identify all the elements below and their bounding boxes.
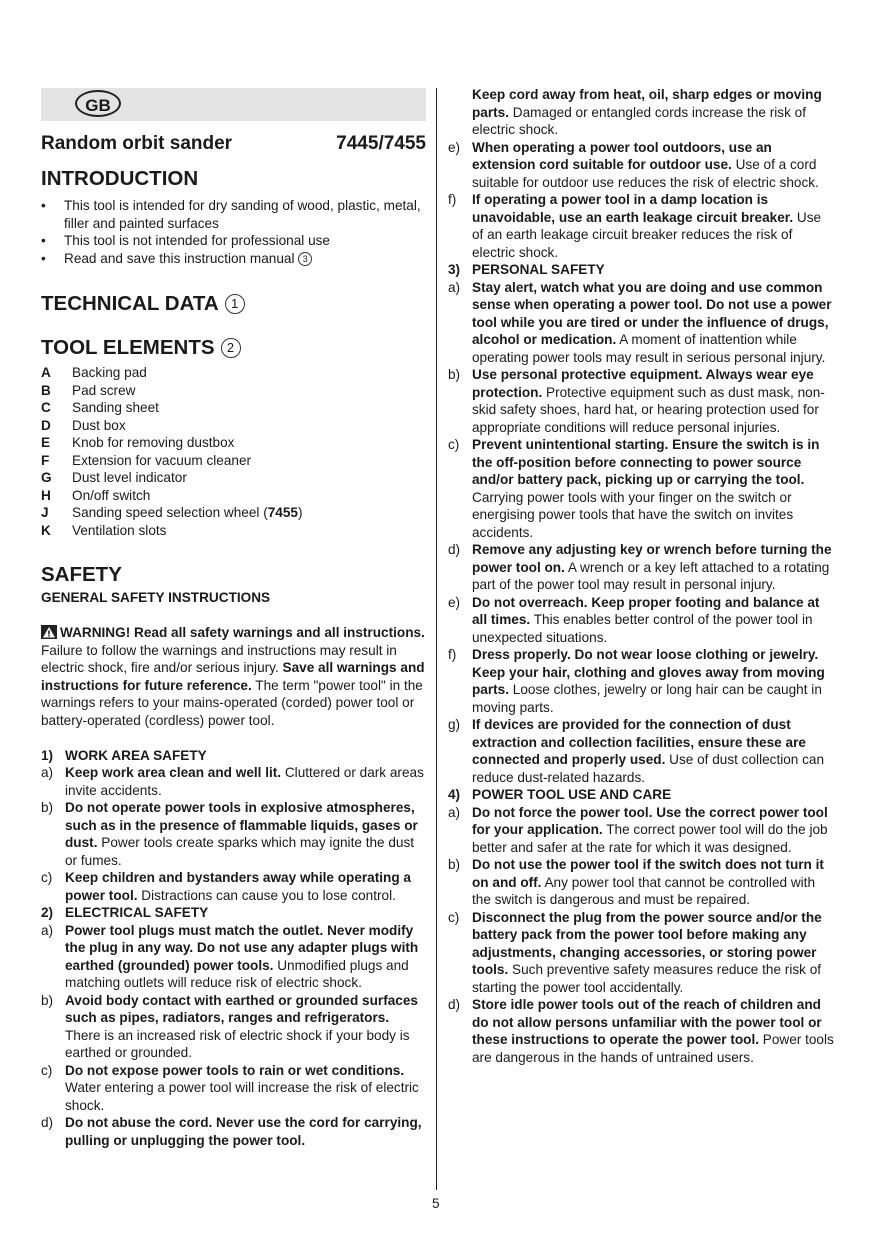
tool-element-label <box>72 364 147 382</box>
tool-element-key: A <box>41 365 51 380</box>
tool-element-row <box>41 504 426 522</box>
item-marker: b) <box>41 992 54 1008</box>
item-bold-text: Keep work area clean and well lit. <box>65 765 282 780</box>
left-safety-list <box>41 747 426 1150</box>
safety-item <box>448 366 835 436</box>
item-bold-text: Use personal protective equipment. Always wear eye protection. <box>472 367 814 400</box>
tool-element-text: Knob for removing dustbox <box>72 435 235 450</box>
figure-ref-badge: 3 <box>298 252 312 266</box>
safety-item <box>448 996 835 1066</box>
item-plain-text: Any power tool that cannot be controlled with the switch is dangerous and must be repaired. <box>472 874 816 907</box>
item-bold-text: Store idle power tools out of the reach of children and do not allow persons unfamiliar with the power tool or these instructions to operate the power tool. <box>472 997 822 1047</box>
item-text <box>472 856 835 909</box>
item-text <box>65 992 426 1062</box>
tool-element-key: F <box>41 452 50 468</box>
item-marker: g) <box>448 717 461 732</box>
tool-element-row <box>41 487 426 505</box>
tool-element-row <box>41 434 426 452</box>
tool-element-row <box>41 469 426 487</box>
item-marker: a) <box>41 922 54 938</box>
safety-item <box>448 86 835 139</box>
tool-element-key: J <box>41 505 49 520</box>
item-plain-text: Use of dust collection can reduce dust-related hazards. <box>472 752 825 785</box>
tool-element-label <box>72 399 159 417</box>
item-text <box>472 191 835 261</box>
item-text <box>472 996 835 1066</box>
item-marker: c) <box>448 909 460 925</box>
item-marker: b) <box>41 800 54 815</box>
item-marker: a) <box>41 765 54 780</box>
tool-element-label <box>72 417 126 435</box>
item-bold-text: If operating a power tool in a damp location is unavoidable, use an earth leakage circuit breaker. <box>472 192 794 225</box>
item-marker: c) <box>41 870 53 885</box>
safety-item <box>448 191 835 261</box>
tool-element-key: K <box>41 522 51 538</box>
safety-item <box>41 1062 426 1115</box>
tool-element-key: H <box>41 487 51 503</box>
figure-ref-badge: 2 <box>221 338 241 358</box>
tool-element-model: 7455 <box>267 505 298 520</box>
safety-item <box>41 992 426 1062</box>
product-name: Random orbit sander <box>41 133 233 154</box>
item-text <box>472 909 835 997</box>
item-plain-text: Use of a cord suitable for outdoor use reduces the risk of electric shock. <box>472 157 819 190</box>
item-plain-text: This enables better control of the power tool in unexpected situations. <box>472 612 813 645</box>
item-plain-text: Distractions can cause you to lose control. <box>137 887 396 903</box>
item-plain-text: Protective equipment such as dust mask, non-skid safety shoes, hard hat, or hearing protection used for appropriate conditions will reduce personal injuries. <box>472 384 825 435</box>
tool-element-row <box>41 522 426 540</box>
item-text <box>65 764 426 799</box>
left-column <box>41 88 426 1149</box>
safety-item <box>41 764 426 799</box>
tool-element-text: Sanding sheet <box>72 400 159 415</box>
intro-bullet: • This tool is intended for dry sanding of wood, plastic, metal, filler and painted surfaces <box>41 197 426 232</box>
safety-item <box>41 869 426 904</box>
item-marker: d) <box>448 542 461 557</box>
tool-element-label <box>72 469 187 487</box>
item-marker: b) <box>448 857 461 872</box>
item-bold-text: Do not operate power tools in explosive atmospheres, such as in the presence of flammable liquids, gases or dust. <box>65 800 418 850</box>
warning-icon <box>41 625 57 639</box>
safety-item <box>448 716 835 786</box>
item-text <box>65 1062 426 1115</box>
safety-item <box>448 541 835 594</box>
item-text <box>472 804 835 857</box>
item-bold-text: Stay alert, watch what you are doing and use common sense when operating a power tool. Do not use a power tool while you are tired or under the influence of drugs, alcohol or medication. <box>472 279 832 347</box>
language-bar <box>41 88 426 121</box>
item-text <box>472 541 835 594</box>
warning-bold-text: Save all warnings and instructions for future reference. <box>41 660 425 693</box>
tool-element-text: Dust box <box>72 417 126 433</box>
item-bold-text: Do not expose power tools to rain or wet conditions. <box>65 1062 405 1078</box>
item-marker: e) <box>448 139 461 155</box>
item-bold-text: Do not overreach. Keep proper footing and balance at all times. <box>472 594 820 627</box>
item-bold-text: Remove any adjusting key or wrench before turning the power tool on. <box>472 542 832 575</box>
item-bold-text: Dress properly. Do not wear loose clothing or jewelry. Keep your hair, clothing and gloves away from moving parts. <box>472 647 825 697</box>
tool-element-label <box>72 522 166 540</box>
item-text <box>472 279 835 367</box>
item-plain-text: Power tools are dangerous in the hands of untrained users. <box>472 1032 834 1065</box>
safety-item <box>448 856 835 909</box>
section-number: 3) <box>448 262 461 277</box>
safety-section-heading <box>41 747 426 765</box>
safety-item <box>41 922 426 992</box>
safety-item <box>448 646 835 716</box>
general-safety-subheading: GENERAL SAFETY INSTRUCTIONS <box>41 590 271 605</box>
item-marker: d) <box>41 1115 54 1130</box>
item-marker: a) <box>448 279 461 295</box>
warning-bold-text: WARNING! Read all safety warnings and all instructions. <box>60 625 425 640</box>
intro-bullet: • This tool is not intended for professional use <box>41 232 426 250</box>
warning-paragraph <box>41 624 426 729</box>
item-plain-text: Use of an earth leakage circuit breaker reduces the risk of electric shock. <box>472 209 822 260</box>
tool-element-key: C <box>41 400 51 415</box>
tool-element-text: On/off switch <box>72 487 151 503</box>
tool-element-key: B <box>41 382 51 398</box>
item-marker: c) <box>41 1062 53 1078</box>
tool-element-text: Extension for vacuum cleaner <box>72 452 252 468</box>
tool-element-label <box>72 452 251 470</box>
item-text <box>472 436 835 541</box>
tool-element-row <box>41 417 426 435</box>
item-bold-text: If devices are provided for the connection of dust extraction and collection facilities, ensure these are connected and properly used. <box>472 717 806 767</box>
tool-element-label <box>72 504 303 522</box>
item-plain-text: Unmodified plugs and matching outlets will reduce risk of electric shock. <box>65 957 409 990</box>
item-bold-text: Prevent unintentional starting. Ensure the switch is in the off-position before connecting to power source and/or battery pack, picking up or carrying the tool. <box>472 437 820 487</box>
tool-element-key: E <box>41 435 51 450</box>
item-text <box>472 716 835 786</box>
tool-element-key: G <box>41 470 52 485</box>
technical-data-heading: TECHNICAL DATA 1 <box>41 290 426 318</box>
intro-list <box>41 197 426 267</box>
item-plain-text: Carrying power tools with your finger on the switch or energising power tools that have the switch on invites accidents. <box>472 489 794 540</box>
tool-element-text: Backing pad <box>72 365 147 380</box>
item-plain-text: A moment of inattention while operating power tools may result in serious personal injury. <box>472 332 826 365</box>
safety-item <box>448 139 835 192</box>
tool-element-text: Ventilation slots <box>72 522 167 538</box>
item-marker: e) <box>448 594 461 610</box>
item-plain-text: Power tools create sparks which may ignite the dust or fumes. <box>65 835 415 868</box>
safety-heading: SAFETY <box>41 563 122 586</box>
item-bold-text: Do not use the power tool if the switch does not turn it on and off. <box>472 857 824 890</box>
safety-item <box>448 436 835 541</box>
warning-text: Failure to follow the warnings and instructions may result in electric shock, fire and/or serious injury. <box>41 642 397 675</box>
item-plain-text: Loose clothes, jewelry or long hair can be caught in moving parts. <box>472 682 822 715</box>
item-text <box>472 139 835 192</box>
item-bold-text: Do not abuse the cord. Never use the cord for carrying, pulling or unplugging the power tool. <box>65 1115 422 1148</box>
item-bold-text: Keep cord away from heat, oil, sharp edges or moving parts. <box>472 87 822 120</box>
item-plain-text: The correct power tool will do the job better and safer at the rate for which it was designed. <box>472 822 828 855</box>
language-badge: GB <box>75 90 121 117</box>
safety-section-heading <box>448 786 835 804</box>
introduction-heading: INTRODUCTION <box>41 167 199 190</box>
column-divider <box>436 88 437 1190</box>
item-plain-text: Water entering a power tool will increase the risk of electric shock. <box>65 1080 419 1113</box>
tool-element-label <box>72 434 234 452</box>
item-text <box>65 1114 426 1149</box>
tool-element-text: Dust level indicator <box>72 470 187 485</box>
section-title: WORK AREA SAFETY <box>65 747 207 763</box>
tool-element-label <box>72 382 135 400</box>
tool-elements-heading: TOOL ELEMENTS 2 <box>41 334 426 362</box>
section-title: ELECTRICAL SAFETY <box>65 905 209 920</box>
tool-element-row <box>41 399 426 417</box>
safety-item <box>448 804 835 857</box>
item-text <box>472 646 835 716</box>
section-title: PERSONAL SAFETY <box>472 262 605 277</box>
warning-text: The term "power tool" in the warnings refers to your mains-operated (corded) power tool or battery-operated (cordless) power tool. <box>41 677 423 728</box>
section-number: 1) <box>41 747 54 763</box>
right-safety-list <box>448 86 835 1066</box>
item-text <box>65 922 426 992</box>
item-plain-text: Such preventive safety measures reduce the risk of starting the power tool accidentally. <box>472 962 822 995</box>
tool-element-text: ) <box>297 505 303 520</box>
section-number: 2) <box>41 905 54 920</box>
item-bold-text: Keep children and bystanders away while operating a power tool. <box>65 870 411 903</box>
item-text <box>472 366 835 436</box>
page-number: 5 <box>432 1196 440 1211</box>
safety-item <box>448 909 835 997</box>
item-plain-text: A wrench or a key left attached to a rotating part of the power tool may result in personal injury. <box>472 559 830 592</box>
item-marker: f) <box>448 647 457 662</box>
item-text <box>65 869 426 904</box>
safety-item <box>448 279 835 367</box>
item-marker: f) <box>448 192 457 207</box>
safety-item <box>41 1114 426 1149</box>
tool-elements-list <box>41 364 426 539</box>
item-plain-text: Damaged or entangled cords increase the risk of electric shock. <box>472 104 806 137</box>
item-plain-text: There is an increased risk of electric shock if your body is earthed or grounded. <box>65 1027 410 1060</box>
item-bold-text: Do not force the power tool. Use the correct power tool for your application. <box>472 804 828 837</box>
tool-element-row <box>41 382 426 400</box>
item-plain-text: Cluttered or dark areas invite accidents. <box>65 765 424 798</box>
tool-element-key: D <box>41 417 51 433</box>
item-marker: b) <box>448 367 461 382</box>
figure-ref-badge: 1 <box>225 294 245 314</box>
safety-section-heading <box>448 261 835 279</box>
product-title <box>41 131 426 157</box>
safety-item <box>448 594 835 647</box>
right-column <box>448 86 835 1066</box>
item-marker: c) <box>448 437 460 452</box>
item-text <box>65 799 426 869</box>
item-marker <box>448 86 472 139</box>
item-bold-text: Disconnect the plug from the power source and/or the battery pack from the power tool before making any adjustments, changing accessories, or storing power tools. <box>472 909 822 977</box>
tool-element-row <box>41 452 426 470</box>
tool-element-text: Pad screw <box>72 382 136 398</box>
tool-element-label <box>72 487 150 505</box>
safety-item <box>41 799 426 869</box>
item-marker: a) <box>448 804 461 820</box>
tool-element-row <box>41 364 426 382</box>
tool-element-text: Sanding speed selection wheel ( <box>72 505 268 520</box>
item-text <box>472 86 835 139</box>
item-bold-text: When operating a power tool outdoors, use an extension cord suitable for outdoor use. <box>472 139 772 172</box>
item-bold-text: Avoid body contact with earthed or grounded surfaces such as pipes, radiators, ranges and refrigerators. <box>65 992 418 1025</box>
item-bold-text: Power tool plugs must match the outlet. Never modify the plug in any way. Do not use any adapter plugs with earthed (grounded) power tools. <box>65 922 419 973</box>
section-title: POWER TOOL USE AND CARE <box>472 787 672 802</box>
section-number: 4) <box>448 787 461 802</box>
item-marker: d) <box>448 997 461 1012</box>
item-text <box>472 594 835 647</box>
intro-bullet: • Read and save this instruction manual 3 <box>41 250 426 268</box>
safety-section-heading <box>41 904 426 922</box>
product-model: 7445/7455 <box>336 133 426 154</box>
